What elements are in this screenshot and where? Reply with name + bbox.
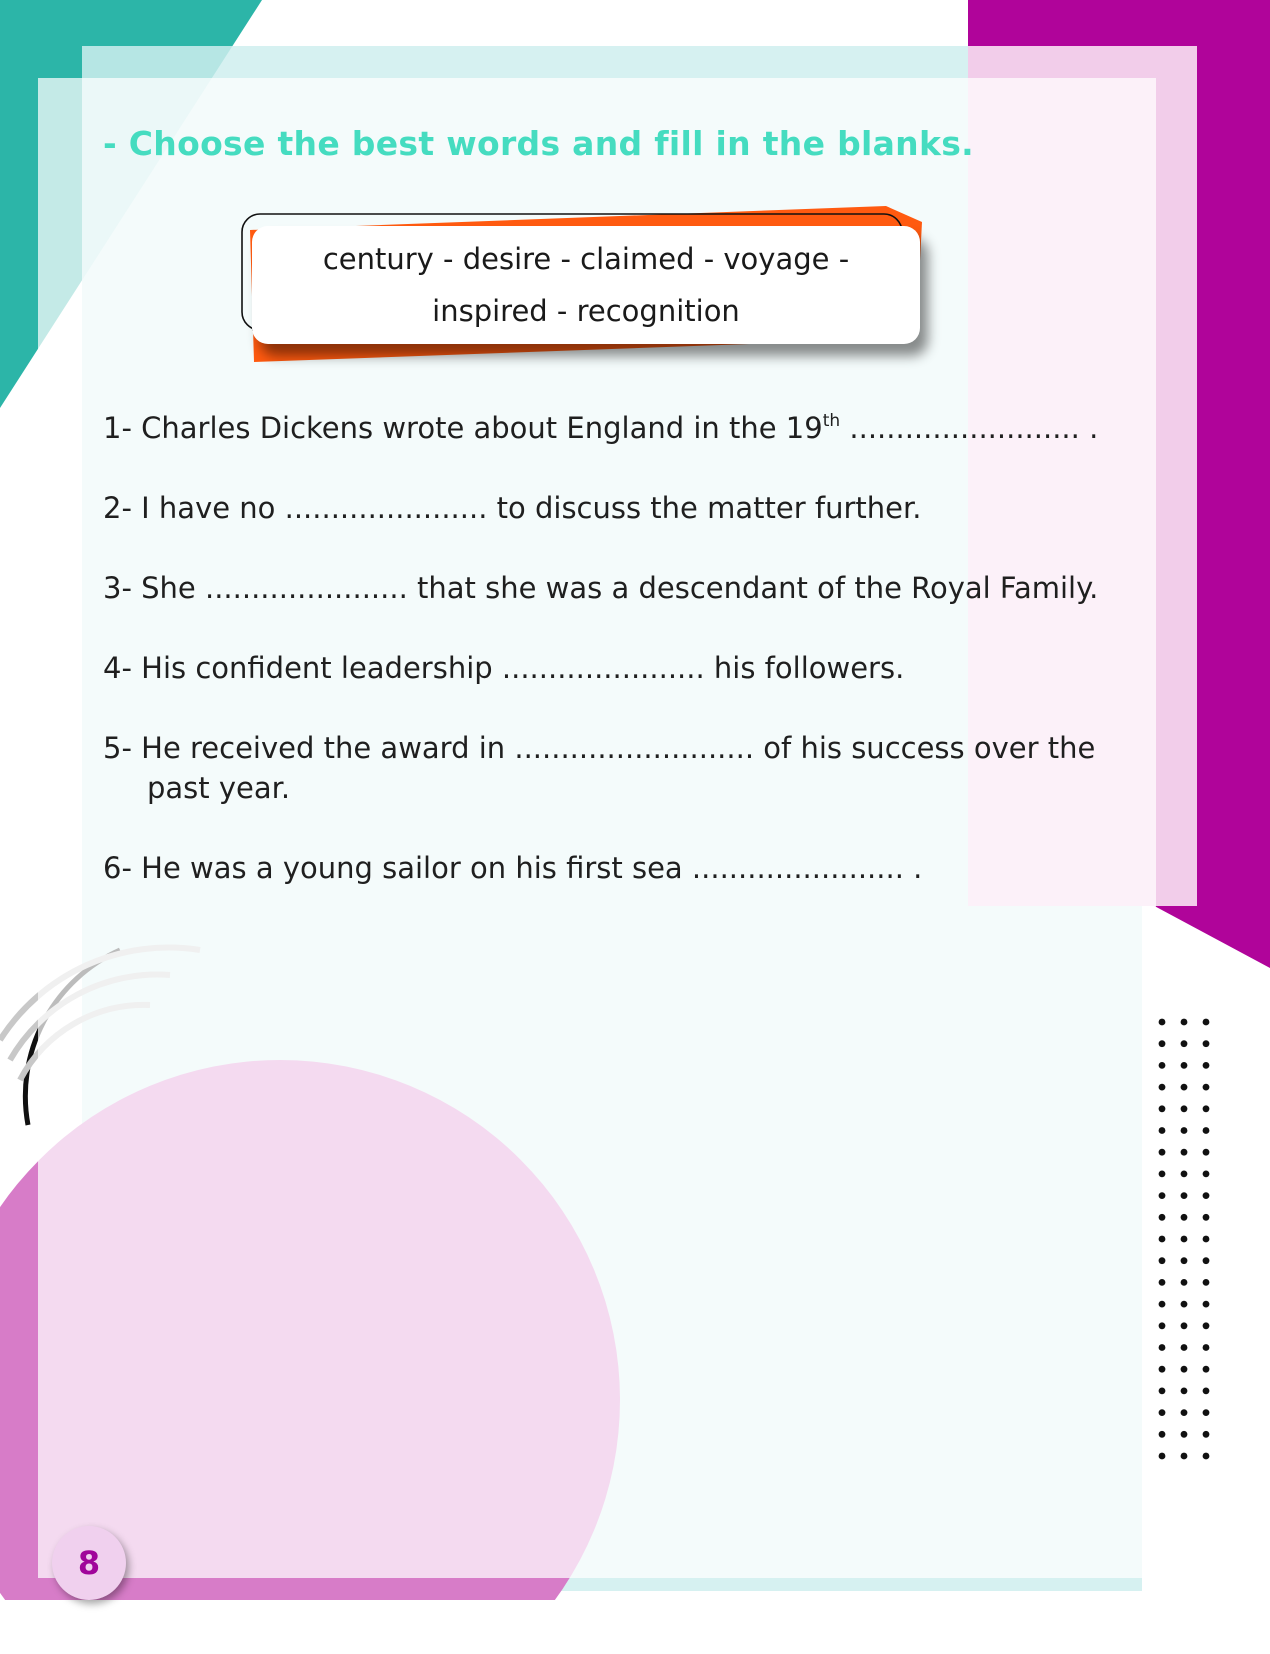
word-bank bbox=[252, 226, 920, 344]
decorative-dot bbox=[1159, 1453, 1166, 1460]
question-4 bbox=[103, 648, 904, 688]
decorative-dot bbox=[1181, 1366, 1188, 1373]
decorative-dot bbox=[1181, 1214, 1188, 1221]
decorative-dot bbox=[1181, 1257, 1188, 1264]
decorative-dot bbox=[1181, 1192, 1188, 1199]
decorative-dot bbox=[1159, 1279, 1166, 1286]
word-bank-line-2: inspired - recognition bbox=[432, 294, 740, 328]
question-text: He was a young sailor on his first sea ....................... . bbox=[141, 851, 923, 885]
decorative-dot bbox=[1203, 1019, 1210, 1026]
decorative-dot bbox=[1203, 1192, 1210, 1199]
decorative-dot bbox=[1159, 1388, 1166, 1395]
decorative-dot bbox=[1203, 1279, 1210, 1286]
decorative-dot bbox=[1181, 1388, 1188, 1395]
decorative-dot bbox=[1159, 1257, 1166, 1264]
question-number: 3- bbox=[103, 571, 132, 605]
decorative-dot bbox=[1159, 1344, 1166, 1351]
question-number: 6- bbox=[103, 851, 132, 885]
decorative-dot bbox=[1181, 1084, 1188, 1091]
decorative-dot bbox=[1159, 1192, 1166, 1199]
decorative-dot bbox=[1181, 1453, 1188, 1460]
question-text-continuation: past year. bbox=[147, 771, 291, 805]
page-number-badge: 8 bbox=[52, 1526, 126, 1600]
question-3 bbox=[103, 568, 1098, 608]
decorative-dot bbox=[1203, 1040, 1210, 1047]
dot-grid-decoration bbox=[1159, 1019, 1210, 1460]
decorative-dot bbox=[1159, 1409, 1166, 1416]
question-text: He received the award in .......................... of his success over the bbox=[141, 731, 1096, 765]
decorative-dot bbox=[1159, 1322, 1166, 1329]
decorative-dot bbox=[1181, 1279, 1188, 1286]
decorative-dot bbox=[1181, 1171, 1188, 1178]
decorative-dot bbox=[1181, 1127, 1188, 1134]
question-1 bbox=[103, 408, 1098, 448]
question-number: 1- bbox=[103, 411, 132, 445]
decorative-dot bbox=[1159, 1431, 1166, 1438]
decorative-dot bbox=[1203, 1344, 1210, 1351]
word-bank-line-1: century - desire - claimed - voyage - bbox=[322, 242, 850, 276]
instruction-heading: - Choose the best words and fill in the blanks. bbox=[103, 124, 974, 163]
decorative-dot bbox=[1181, 1301, 1188, 1308]
decorative-dot bbox=[1181, 1409, 1188, 1416]
decorative-dot bbox=[1181, 1040, 1188, 1047]
decorative-dot bbox=[1159, 1019, 1166, 1026]
decorative-dot bbox=[1203, 1105, 1210, 1112]
question-number: 4- bbox=[103, 651, 132, 685]
decorative-dot bbox=[1203, 1322, 1210, 1329]
question-text: Charles Dickens wrote about England in the 19 bbox=[141, 411, 823, 445]
decorative-dot bbox=[1159, 1062, 1166, 1069]
decorative-dot bbox=[1181, 1062, 1188, 1069]
question-text: His confident leadership ...................... his followers. bbox=[141, 651, 905, 685]
decorative-dot bbox=[1203, 1127, 1210, 1134]
decorative-dot bbox=[1159, 1105, 1166, 1112]
decorative-dot bbox=[1203, 1409, 1210, 1416]
question-text: She ...................... that she was a descendant of the Royal Family. bbox=[141, 571, 1099, 605]
question-5 bbox=[103, 728, 1095, 808]
decorative-dot bbox=[1159, 1366, 1166, 1373]
decorative-dot bbox=[1203, 1236, 1210, 1243]
decorative-dot bbox=[1181, 1105, 1188, 1112]
question-text: I have no ...................... to discuss the matter further. bbox=[141, 491, 922, 525]
decorative-dot bbox=[1181, 1322, 1188, 1329]
decorative-dot bbox=[1203, 1431, 1210, 1438]
decorative-dot bbox=[1159, 1127, 1166, 1134]
decorative-dot bbox=[1203, 1171, 1210, 1178]
decorative-dot bbox=[1203, 1084, 1210, 1091]
decorative-dot bbox=[1181, 1344, 1188, 1351]
decorative-dot bbox=[1203, 1388, 1210, 1395]
decorative-dot bbox=[1159, 1236, 1166, 1243]
light-pink-bottom-panel bbox=[0, 1600, 1270, 1654]
decorative-dot bbox=[1159, 1149, 1166, 1156]
decorative-dot bbox=[1203, 1366, 1210, 1373]
decorative-dot bbox=[1203, 1214, 1210, 1221]
decorative-dot bbox=[1203, 1257, 1210, 1264]
decorative-dot bbox=[1203, 1062, 1210, 1069]
decorative-dot bbox=[1203, 1453, 1210, 1460]
decorative-dot bbox=[1181, 1236, 1188, 1243]
decorative-dot bbox=[1203, 1301, 1210, 1308]
decorative-dot bbox=[1181, 1431, 1188, 1438]
decorative-dot bbox=[1181, 1149, 1188, 1156]
decorative-dot bbox=[1181, 1019, 1188, 1026]
question-6 bbox=[103, 848, 922, 888]
decorative-dot bbox=[1159, 1171, 1166, 1178]
question-2 bbox=[103, 488, 921, 528]
decorative-dot bbox=[1159, 1214, 1166, 1221]
superscript-th: th bbox=[822, 411, 841, 431]
decorative-dot bbox=[1159, 1301, 1166, 1308]
decorative-dot bbox=[1159, 1040, 1166, 1047]
blank-line: ......................... . bbox=[840, 411, 1099, 445]
question-number: 2- bbox=[103, 491, 132, 525]
decorative-dot bbox=[1203, 1149, 1210, 1156]
question-number: 5- bbox=[103, 731, 132, 765]
decorative-dot bbox=[1159, 1084, 1166, 1091]
